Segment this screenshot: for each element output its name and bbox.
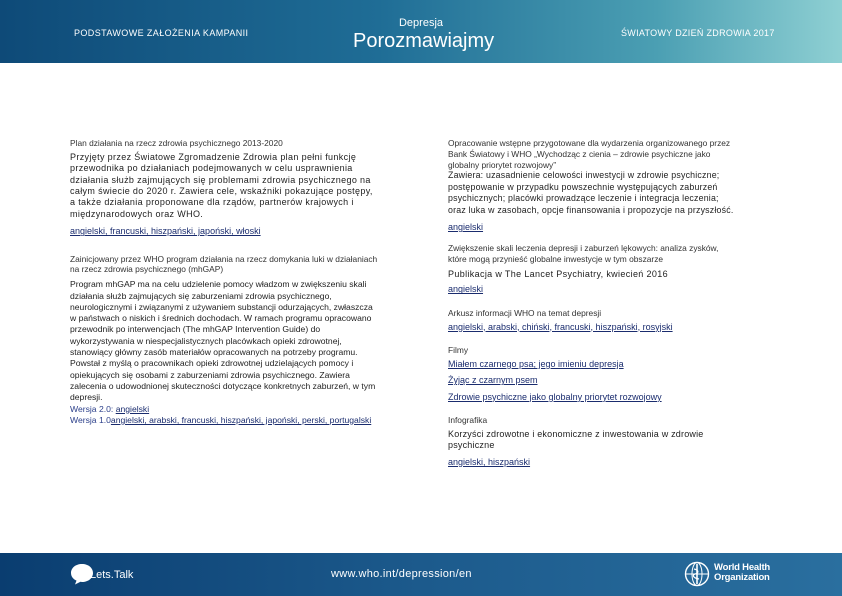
infographic-languages-link[interactable]: angielski, hiszpański — [448, 456, 531, 467]
lancet-link[interactable]: angielski — [448, 284, 484, 295]
background-paper-body: Zawiera: uzasadnienie celowości inwestycji w zdrowie psychiczne; postępowanie w przypadku powszechnie występujących zaburzeń psychicznych; placówki prowadzące leczenie i integracja leczenia; oraz luka w zasobach, opcje finansowania i propozycje na przyszłość. — [448, 170, 734, 215]
website-url[interactable]: www.who.int/depression/en — [331, 568, 472, 580]
who-globe-icon — [684, 561, 710, 587]
right-column — [448, 138, 738, 468]
who-wordmark — [714, 563, 770, 583]
version-1-label: Wersja 1.0 — [70, 414, 111, 425]
who-line-2: Organization — [714, 572, 770, 583]
films-title: Filmy — [448, 345, 469, 356]
fact-sheet-languages-link[interactable]: angielski, arabski, chiński, francuski, hiszpański, rosyjski — [448, 321, 673, 332]
action-plan-languages-link[interactable]: angielski, francuski, hiszpański, japoński, włoski — [70, 226, 261, 237]
film-link-black-dog[interactable]: Miałem czarnego psa; jego imieniu depresja — [448, 358, 624, 369]
who-line-1: World Health — [714, 562, 771, 573]
mhgap-caption: Zainicjowany przez WHO program działania na rzecz domykania luki w działaniach na rzecz zdrowia psychicznego (mhGAP) — [70, 253, 378, 275]
film-link-global-priority[interactable]: Zdrowie psychiczne jako globalny priorytet rozwojowy — [448, 391, 662, 402]
header-banner — [0, 0, 842, 63]
left-column — [70, 138, 378, 426]
header-subtitle-text: Depresja — [398, 17, 444, 29]
lancet-body: Publikacja w The Lancet Psychiatry, kwiecień 2016 — [448, 269, 668, 280]
infographic-body: Korzyści zdrowotne i ekonomiczne z inwestowania w zdrowie psychiczne — [448, 428, 704, 451]
version-1-link[interactable]: angielski, arabski, francuski, hiszpański, japoński, perski, portugalski — [110, 414, 372, 425]
background-paper-caption: Opracowanie wstępne przygotowane dla wydarzenia organizowanego przez Bank Światowy i WHO „Wychodząc z cienia – zdrowie psychiczne jako globalny priorytet rozwojowy” — [448, 138, 731, 170]
fact-sheet-caption: Arkusz informacji WHO na temat depresji — [448, 307, 602, 318]
infographic-title: Infografika — [448, 415, 488, 426]
lets-talk-label: Lets.Talk — [90, 569, 134, 581]
version-2-link[interactable]: angielski — [115, 403, 150, 414]
mhgap-body: Program mhGAP ma na celu udzielenie pomocy władzom w zwiększeniu skali działania służb zajmujących się zaburzeniami zdrowia psychicznego, neurologicznymi i związanymi z używaniem substancji odurzających, zwłaszcza w państwach o niskich i średnich dochodach. W ramach programu opracowano przewodnik po interwencjach (The mhGAP Intervention Guide) do wykorzystywania w niespecjalistycznych placówkach opieki zdrowotnej, stanowiący główny zasób materiałów opracowanych na potrzeby programu. Powstał z myślą o pracownikach opieki zdrowotnej udzielających pomocy i opiekujących się osobami z zaburzeniami zdrowia psychicznego. Zawiera zalecenia o udowodnionej skuteczności dotyczące konkretnych zaburzeń, w tym depresji. — [70, 279, 376, 403]
mhgap-version-1 — [70, 415, 378, 426]
lancet-caption: Zwiększenie skali leczenia depresji i zaburzeń lękowych: analiza zysków, które mogą przynieść globalne inwestycje w tym obszarze — [448, 243, 719, 265]
film-link-living-with-black-dog[interactable]: Żyjąc z czarnym psem — [448, 375, 538, 386]
world-health-day-label: ŚWIATOWY DZIEŃ ZDROWIA 2017 — [621, 28, 775, 38]
version-2-label: Wersja 2.0: — [70, 403, 114, 414]
action-plan-caption: Plan działania na rzecz zdrowia psychicznego 2013-2020 — [70, 138, 283, 148]
mhgap-version-2 — [70, 404, 378, 415]
campaign-basics-label: PODSTAWOWE ZAŁOŻENIA KAMPANII — [74, 28, 249, 38]
action-plan-body: Przyjęty przez Światowe Zgromadzenie Zdrowia plan pełni funkcję przewodnika po działaniach podejmowanych w celu usprawnienia działania służb zajmujących się problemami zdrowia psychicznego na całym świecie do 2020 r. Zawiera cele, wskaźniki pokazujące postępy, a także działania proponowane dla rządów, partnerów krajowych i międzynarodowych oraz WHO. — [70, 151, 373, 219]
footer-banner — [0, 553, 842, 596]
background-paper-link[interactable]: angielski — [448, 222, 484, 233]
campaign-title: Porozmawiajmy — [353, 30, 495, 52]
